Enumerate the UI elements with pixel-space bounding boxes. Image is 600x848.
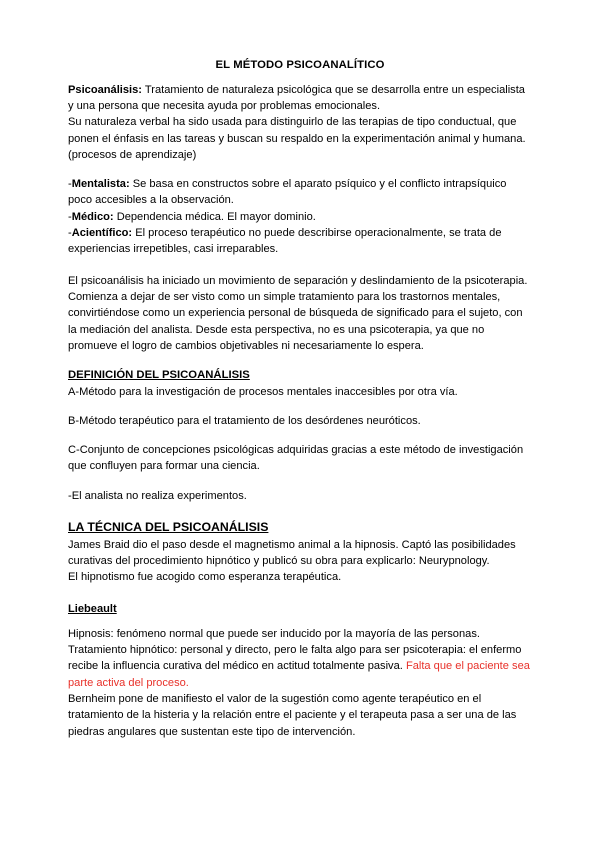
definition-item-note: -El analista no realiza experimentos.: [68, 489, 247, 502]
characteristic-bullet: -: [68, 210, 72, 223]
characteristic-term: Médico:: [71, 210, 114, 223]
spacer: [68, 429, 532, 442]
highlighted-note: Falta que el paciente sea parte activa del proceso.: [68, 660, 530, 689]
technique-paragraph-1: James Braid dio el paso desde el magnetismo animal a la hipnosis. Captó las posibilidades curativas del procedimiento hipnótico y publicó su obra para explicarlo: Neurypnology.: [68, 538, 516, 568]
technique-paragraph-5: Bernheim pone de manifiesto el valor de la sugestión como agente terapéutico en el tratamiento de la histeria y la relación entre el paciente y el terapeuta pasa a ser una de las piedras angulares que sustentan este tipo de intervención.: [68, 692, 517, 738]
movement-paragraph: El psicoanálisis ha iniciado un movimiento de separación y deslindamiento de la psicoterapia. Comienza a dejar de ser visto como un simple tratamiento para los trastornos mentales, convirtiéndose como un experiencia personal de búsqueda de significado para el sujeto, con la mediación del analista. Desde esta perspectiva, no es una psicoterapia, ya que no promueve el logro de cambios objetivables ni necesariamente lo espera.: [68, 274, 528, 352]
characteristic-text: Se basa en constructos sobre el aparato psíquico y el conflicto intrapsíquico poco accesibles a la observación.: [68, 178, 507, 207]
characteristic-term: Acientífico:: [71, 227, 133, 240]
characteristic-term: Mentalista:: [71, 178, 130, 191]
spacer: [68, 258, 532, 273]
spacer: [68, 617, 532, 626]
definition-item-a: A-Método para la investigación de procesos mentales inaccesibles por otra vía.: [68, 385, 458, 398]
intro-definition-text: Tratamiento de naturaleza psicológica que se desarrolla entre un especialista y una persona que necesita ayuda por problemas emocionales.: [68, 83, 525, 112]
characteristic-item: [68, 209, 532, 225]
technique-paragraph-2: El hipnotismo fue acogido como esperanza terapéutica.: [68, 571, 342, 584]
characteristic-text: El proceso terapéutico no puede describirse operacionalmente, se trata de experiencias irrepetibles, casi irreparables.: [68, 227, 502, 256]
technique-paragraph-3: Hipnosis: fenómeno normal que puede ser inducido por la mayoría de las personas.: [68, 627, 480, 640]
section-heading-definition: DEFINICIÓN DEL PSICOANÁLISIS: [68, 369, 250, 382]
intro-second-paragraph: Su naturaleza verbal ha sido usada para distinguirlo de las terapias de tipo conductual, que ponen el énfasis en las tareas y buscan su respaldo en la experimentación animal y humana. (procesos de aprendizaje): [68, 116, 526, 161]
intro-definition-paragraph: [68, 82, 532, 115]
characteristic-bullet: -: [68, 178, 72, 191]
spacer: [68, 504, 532, 519]
spacer: [68, 354, 532, 367]
spacer: [68, 400, 532, 413]
spacer: [68, 163, 532, 176]
spacer: [68, 586, 532, 601]
characteristic-item: [68, 176, 532, 209]
intro-term: Psicoanálisis:: [68, 83, 142, 96]
page-title: EL MÉTODO PSICOANALÍTICO: [215, 59, 385, 71]
definition-item-c: C-Conjunto de concepciones psicológicas adquiridas gracias a este método de investigación que confluyen para formar una ciencia.: [68, 444, 524, 473]
spacer: [68, 475, 532, 488]
technique-paragraph-4: [68, 642, 532, 691]
characteristic-item: [68, 225, 532, 258]
characteristic-bullet: -: [68, 227, 72, 240]
subheading-liebeault: Liebeault: [68, 602, 117, 615]
technique-paragraph-4-text: Tratamiento hipnótico: personal y directo, pero le falta algo para ser psicoterapia: el enfermo recibe la influencia curativa del médico en actitud totalmente pasiva.: [68, 644, 522, 673]
section-heading-technique: LA TÉCNICA DEL PSICOANÁLISIS: [68, 519, 269, 534]
characteristic-text: Dependencia médica. El mayor dominio.: [113, 210, 316, 223]
definition-item-b: B-Método terapéutico para el tratamiento de los desórdenes neuróticos.: [68, 414, 421, 427]
